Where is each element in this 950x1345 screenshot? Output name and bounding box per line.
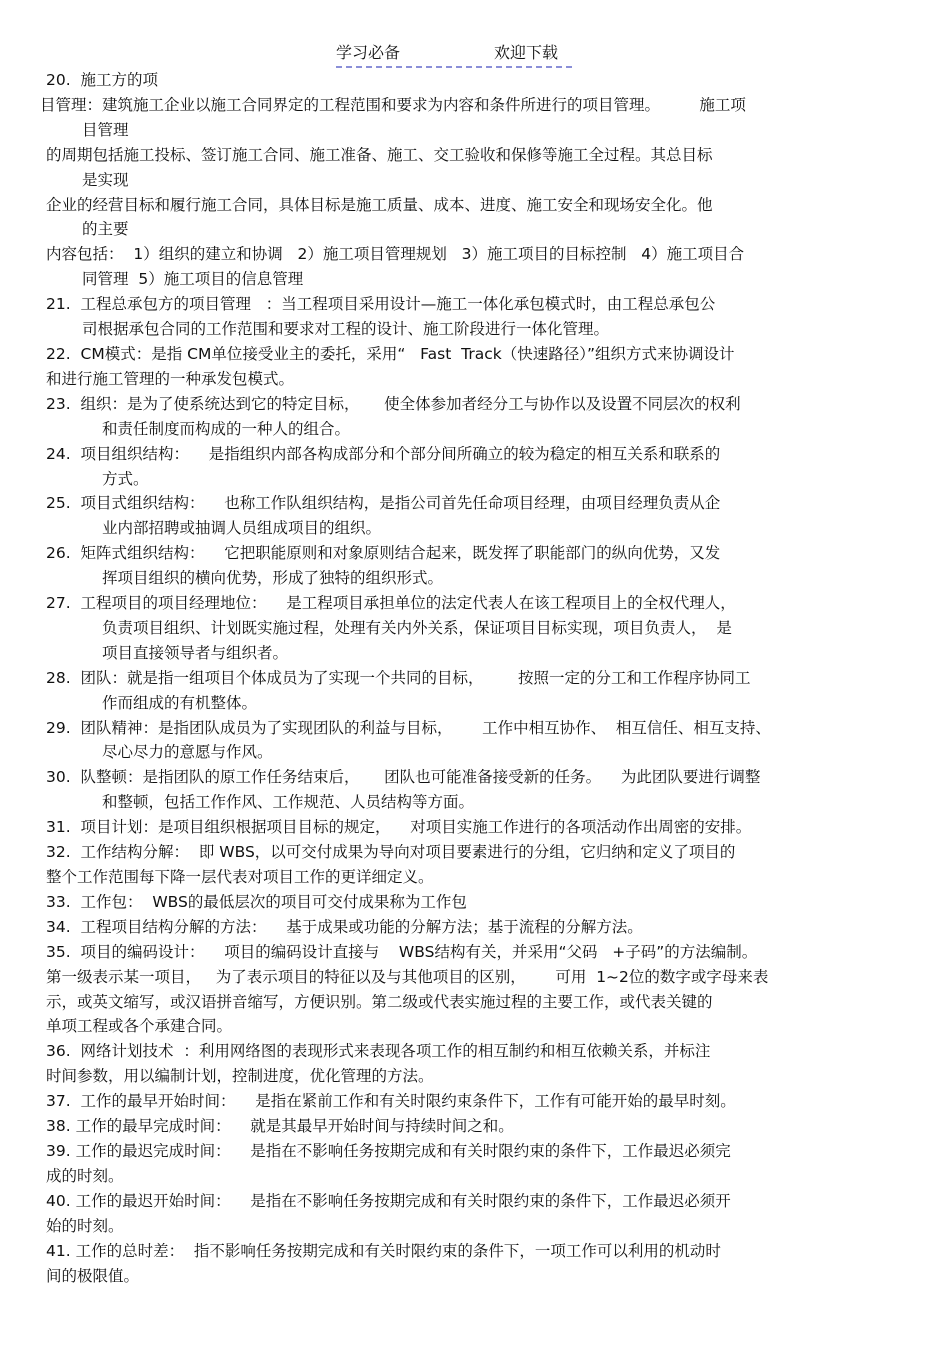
text-line: 第一级表示某一项目， 为了表示项目的特征以及与其他项目的区别， 可用 1~2位的数字或字母来表 (46, 967, 769, 986)
text-line: 司根据承包合同的工作范围和要求对工程的设计、施工阶段进行一体化管理。 (82, 320, 610, 339)
text-line: 35. 项目的编码设计： 项目的编码设计直接与 WBS结构有关，并采用“父码 +子码”的方法编制。 (46, 942, 758, 961)
text-line: 24. 项目组织结构： 是指组织内部各构成部分和个部分间所确立的较为稳定的相互关系和联系的 (46, 444, 721, 463)
text-line: 和整顿，包括工作作风、工作规范、人员结构等方面。 (102, 793, 475, 812)
text-line: 整个工作范围每下降一层代表对项目工作的更详细定义。 (46, 868, 434, 886)
text-line: 32. 工作结构分解： 即 WBS，以可交付成果为导向对项目要素进行的分组，它归纳和定义了项目的 (46, 843, 736, 862)
text-line: 22. CM模式：是指 CM单位接受业主的委托，采用“ Fast Track（快速路径）”组织方式来协调设计 (46, 344, 735, 363)
text-line: 的主要 (82, 220, 129, 239)
text-line: 作而组成的有机整体。 (102, 693, 258, 712)
text-line: 33. 工作包： WBS的最低层次的项目可交付成果称为工作包 (46, 892, 467, 911)
text-line: 方式。 (102, 469, 149, 488)
text-line: 26. 矩阵式组织结构： 它把职能原则和对象原则结合起来，既发挥了职能部门的纵向优势，又发 (46, 544, 721, 563)
text-line: 单项工程或各个承建合同。 (46, 1017, 233, 1036)
text-line: 23. 组织：是为了使系统达到它的特定目标， 使全体参加者经分工与协作以及设置不同层次的权利 (46, 394, 741, 413)
text-line: 和进行施工管理的一种承发包模式。 (46, 369, 295, 388)
text-line: 是实现 (82, 170, 129, 189)
document-body (40, 68, 906, 1288)
text-line: 38. 工作的最早完成时间： 就是其最早开始时间与持续时间之和。 (46, 1117, 514, 1136)
text-line: 20. 施工方的项 (46, 71, 159, 89)
text-line: 目管理 (82, 120, 129, 139)
text-line: 始的时刻。 (46, 1216, 124, 1235)
text-line: 27. 工程项目的项目经理地位： 是工程项目承担单位的法定代表人在该工程项目上的全权代理人， (46, 594, 736, 613)
text-line: 业内部招聘或抽调人员组成项目的组织。 (102, 519, 382, 538)
text-line: 34. 工程项目结构分解的方法： 基于成果或功能的分解方法；基于流程的分解方法。 (46, 917, 643, 936)
text-line: 和责任制度而构成的一种人的组合。 (102, 419, 351, 438)
text-line: 37. 工作的最早开始时间： 是指在紧前工作和有关时限约束条件下，工作有可能开始的最早时刻。 (46, 1092, 736, 1111)
text-line: 尽心尽力的意愿与作风。 (102, 743, 273, 762)
text-line: 30. 队整顿：是指团队的原工作任务结束后， 团队也可能准备接受新的任务。 为此团队要进行调整 (46, 768, 761, 787)
text-line: 时间参数，用以编制计划，控制进度，优化管理的方法。 (46, 1067, 434, 1086)
text-line: 企业的经营目标和履行施工合同，具体目标是施工质量、成本、进度、施工安全和现场安全化。他 (46, 195, 713, 214)
text-line: 39. 工作的最迟完成时间： 是指在不影响任务按期完成和有关时限约束的条件下，工作最迟必须完 (46, 1141, 731, 1160)
text-line: 挥项目组织的横向优势，形成了独特的组织形式。 (102, 569, 444, 588)
header-left-text: 学习必备 (336, 43, 401, 62)
text-line: 同管理 5）施工项目的信息管理 (82, 270, 304, 289)
text-line: 31. 项目计划：是项目组织根据项目目标的规定， 对项目实施工作进行的各项活动作出周密的安排。 (46, 818, 752, 837)
text-line: 负责项目组织、计划既实施过程，处理有关内外关系，保证项目目标实现，项目负责人， 是 (102, 618, 732, 637)
text-line: 25. 项目式组织结构： 也称工作队组织结构，是指公司首先任命项目经理，由项目经理负责从企 (46, 494, 721, 513)
text-line: 目管理：建筑施工企业以施工合同界定的工程范围和要求为内容和条件所进行的项目管理。 施工项 (40, 95, 746, 114)
text-line: 41. 工作的总时差： 指不影响任务按期完成和有关时限约束的条件下，一项工作可以利用的机动时 (46, 1241, 721, 1260)
text-line: 28. 团队：就是指一组项目个体成员为了实现一个共同的目标， 按照一定的分工和工作程序协同工 (46, 668, 751, 687)
text-line: 36. 网络计划技术 ：利用网络图的表现形式来表现各项工作的相互制约和相互依赖关系，并标注 (46, 1042, 711, 1061)
page-header (336, 42, 572, 68)
text-line: 间的极限值。 (46, 1266, 140, 1285)
text-line: 29. 团队精神：是指团队成员为了实现团队的利益与目标， 工作中相互协作、 相互信任、相互支持、 (46, 718, 771, 737)
text-line: 成的时刻。 (46, 1166, 124, 1185)
text-line: 40. 工作的最迟开始时间： 是指在不影响任务按期完成和有关时限约束的条件下，工作最迟必须开 (46, 1191, 731, 1210)
text-line: 示，或英文缩写，或汉语拼音缩写，方便识别。第二级或代表实施过程的主要工作，或代表关键的 (46, 992, 713, 1011)
text-line: 内容包括： 1）组织的建立和协调 2）施工项目管理规划 3）施工项目的目标控制 4）施工项目合 (46, 245, 745, 264)
text-line: 21. 工程总承包方的项目管理 ：当工程项目采用设计—施工一体化承包模式时，由工程总承包公 (46, 295, 716, 314)
text-line: 的周期包括施工投标、签订施工合同、施工准备、施工、交工验收和保修等施工全过程。其总目标 (46, 145, 713, 164)
header-right-text: 欢迎下载 (494, 43, 559, 62)
text-line: 项目直接领导者与组织者。 (102, 643, 289, 662)
